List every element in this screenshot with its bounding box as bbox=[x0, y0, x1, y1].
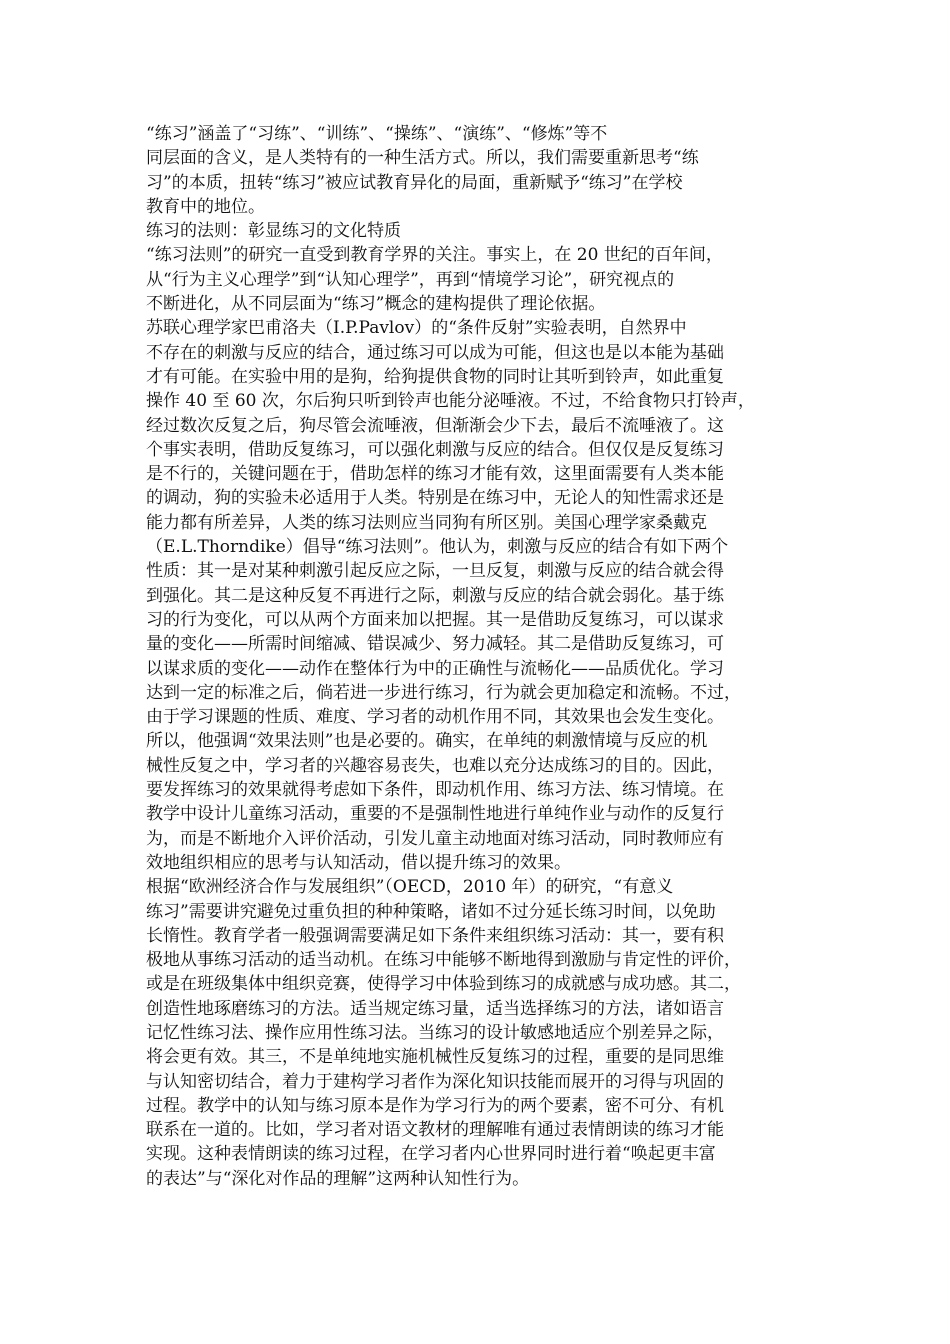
text-line: 习的行为变化，可以从两个方面来加以把握。其一是借助反复练习，可以谋求 bbox=[146, 609, 724, 630]
text-line: “练习”涵盖了“习练”、“训练”、“操练”、“演练”、“修炼”等不 bbox=[146, 124, 608, 144]
text-line: 教学中设计儿童练习活动，重要的不是强制性地进行单纯作业与动作的反复行 bbox=[146, 804, 724, 825]
text-line: 效地组织相应的思考与认知活动，借以提升练习的效果。 bbox=[146, 852, 571, 873]
text-line: 到强化。其二是这种反复不再进行之际，刺激与反应的结合就会弱化。基于练 bbox=[146, 585, 724, 606]
text-line: 记忆性练习法、操作应用性练习法。当练习的设计敏感地适应个别差异之际， bbox=[146, 1022, 724, 1043]
text-line: 达到一定的标准之后，倘若进一步进行练习，行为就会更加稳定和流畅。不过， bbox=[146, 682, 741, 703]
text-line: 过程。教学中的认知与练习原本是作为学习行为的两个要素，密不可分、有机 bbox=[146, 1095, 724, 1116]
text-line: 以谋求质的变化——动作在整体行为中的正确性与流畅化——品质优化。学习 bbox=[146, 658, 724, 679]
text-line: 械性反复之中，学习者的兴趣容易丧失，也难以充分达成练习的目的。因此， bbox=[146, 755, 724, 776]
document-body bbox=[146, 122, 822, 1191]
text-line: 的调动，狗的实验未必适用于人类。特别是在练习中，无论人的知性需求还是 bbox=[146, 488, 724, 509]
text-line: 由于学习课题的性质、难度、学习者的动机作用不同，其效果也会发生变化。 bbox=[146, 707, 724, 728]
text-line: 将会更有效。其三，不是单纯地实施机械性反复练习的过程，重要的是同思维 bbox=[146, 1047, 724, 1068]
text-line: 极地从事练习活动的适当动机。在练习中能够不断地得到激励与肯定性的评价， bbox=[146, 950, 741, 971]
text-line: 不存在的刺激与反应的结合，通过练习可以成为可能，但这也是以本能为基础 bbox=[146, 342, 724, 363]
text-line: 经过数次反复之后，狗尽管会流唾液，但渐渐会少下去，最后不流唾液了。这 bbox=[146, 415, 724, 436]
text-line: （E.L.Thorndike）倡导“练习法则”。他认为，刺激与反应的结合有如下两个 bbox=[146, 537, 729, 558]
text-line: 联系在一道的。比如，学习者对语文教材的理解唯有通过表情朗读的练习才能 bbox=[146, 1120, 724, 1141]
text-line: 能力都有所差异，人类的练习法则应当同狗有所区别。美国心理学家桑戴克 bbox=[146, 512, 707, 533]
text-line: 根据“欧洲经济合作与发展组织”（OECD，2010 年）的研究，“有意义 bbox=[146, 877, 674, 898]
text-line: 量的变化——所需时间缩减、错误减少、努力减轻。其二是借助反复练习，可 bbox=[146, 634, 724, 655]
text-line: 所以，他强调“效果法则”也是必要的。确实，在单纯的刺激情境与反应的机 bbox=[146, 731, 708, 752]
text-line: 与认知密切结合，着力于建构学习者作为深化知识技能而展开的习得与巩固的 bbox=[146, 1071, 724, 1092]
text-line: 长惰性。教育学者一般强调需要满足如下条件来组织练习活动：其一，要有积 bbox=[146, 925, 724, 946]
text-line: 才有可能。在实验中用的是狗，给狗提供食物的同时让其听到铃声，如此重复 bbox=[146, 366, 724, 387]
text-line: 是不行的，关键问题在于，借助怎样的练习才能有效，这里面需要有人类本能 bbox=[146, 464, 724, 485]
text-line: 习”的本质，扭转“练习”被应试教育异化的局面，重新赋予“练习”在学校 bbox=[146, 172, 683, 193]
text-line: 操作 40 至 60 次，尔后狗只听到铃声也能分泌唾液。不过，不给食物只打铃声， bbox=[146, 391, 755, 412]
text-line: 创造性地琢磨练习的方法。适当规定练习量，适当选择练习的方法，诸如语言 bbox=[146, 998, 724, 1019]
text-line: 的表达”与“深化对作品的理解”这两种认知性行为。 bbox=[146, 1168, 530, 1189]
text-line: 苏联心理学家巴甫洛夫（I.P.Pavlov）的“条件反射”实验表明，自然界中 bbox=[146, 318, 687, 339]
text-line: 教育中的地位。 bbox=[146, 196, 265, 217]
text-line: “练习法则”的研究一直受到教育学界的关注。事实上，在 20 世纪的百年间， bbox=[146, 245, 723, 266]
text-line: 不断进化，从不同层面为“练习”概念的建构提供了理论依据。 bbox=[146, 294, 606, 315]
text-line: 或是在班级集体中组织竞赛，使得学习中体验到练习的成就感与成功感。其二， bbox=[146, 974, 741, 995]
text-line: 从“行为主义心理学”到“认知心理学”，再到“情境学习论”，研究视点的 bbox=[146, 269, 675, 290]
text-line: 练习的法则：彰显练习的文化特质 bbox=[146, 221, 401, 242]
text-line: 为，而是不断地介入评价活动，引发儿童主动地面对练习活动，同时教师应有 bbox=[146, 828, 724, 849]
text-line: 个事实表明，借助反复练习，可以强化刺激与反应的结合。但仅仅是反复练习 bbox=[146, 439, 724, 460]
text-line: 要发挥练习的效果就得考虑如下条件，即动机作用、练习方法、练习情境。在 bbox=[146, 780, 724, 801]
text-line: 性质：其一是对某种刺激引起反应之际，一旦反复，刺激与反应的结合就会得 bbox=[146, 561, 724, 582]
text-line: 同层面的含义，是人类特有的一种生活方式。所以，我们需要重新思考“练 bbox=[146, 148, 699, 169]
text-line: 练习”需要讲究避免过重负担的种种策略，诸如不过分延长练习时间，以免助 bbox=[146, 901, 716, 922]
text-line: 实现。这种表情朗读的练习过程，在学习者内心世界同时进行着“唤起更丰富 bbox=[146, 1144, 716, 1165]
